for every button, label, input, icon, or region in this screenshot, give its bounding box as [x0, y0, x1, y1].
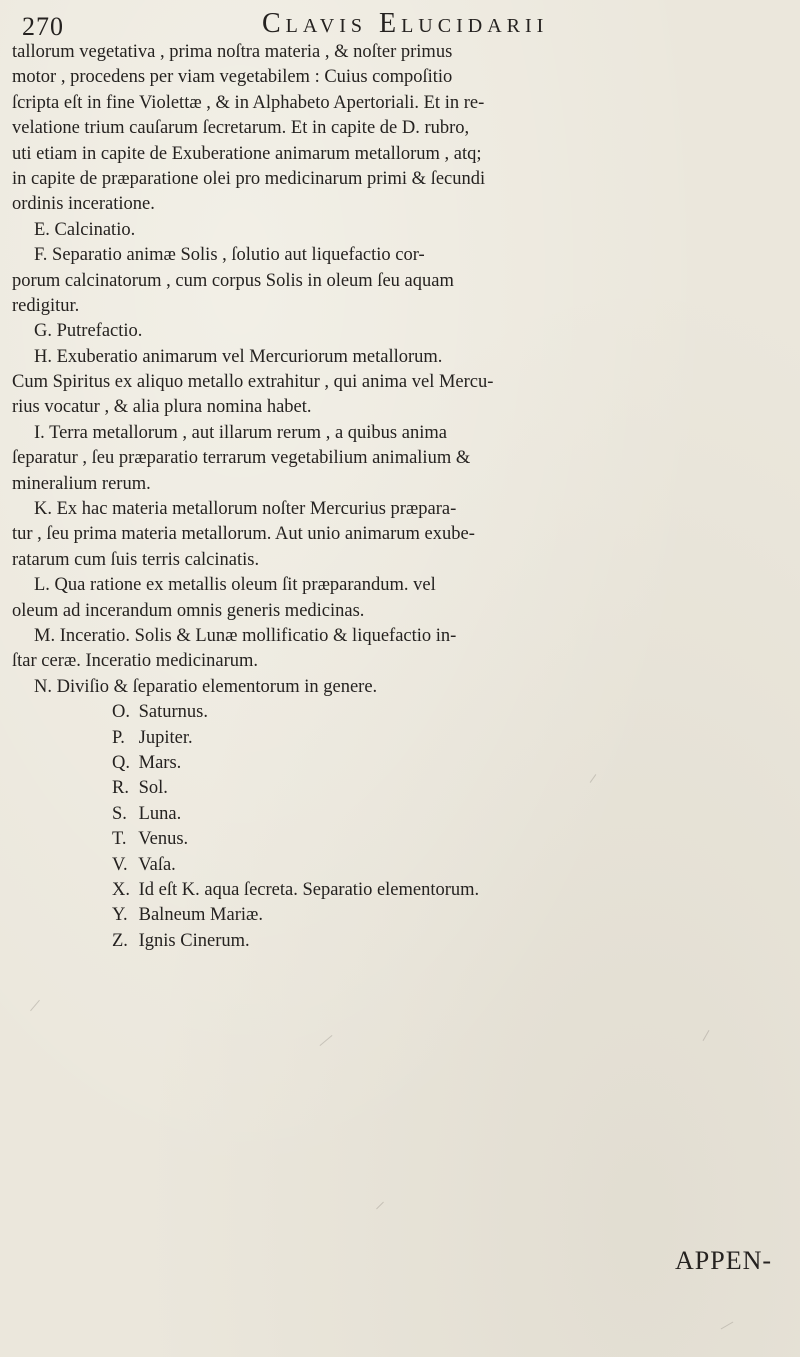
- paper-speck: [703, 1030, 710, 1041]
- list-letter: X.: [112, 879, 130, 900]
- list-text: Vaſa.: [138, 854, 176, 875]
- paper-speck: [320, 1035, 333, 1046]
- list-letter: O.: [112, 702, 130, 723]
- running-title: Clavis Elucidarii: [262, 8, 549, 39]
- text-line: uti etiam in capite de Exuberatione animarum metallorum , atq;: [12, 143, 482, 164]
- entry-f: F. Separatio animæ Solis , ſolutio aut liquefactio cor-: [34, 245, 425, 266]
- text-line: ſeparatur , ſeu præparatio terrarum vegetabilium animalium &: [12, 448, 471, 469]
- page-number: 270: [22, 12, 64, 41]
- list-letter: Z.: [112, 930, 128, 951]
- list-text: Jupiter.: [138, 727, 193, 748]
- entry-h: H. Exuberatio animarum vel Mercuriorum metallorum.: [34, 346, 443, 367]
- list-text: Venus.: [138, 829, 189, 850]
- list-text: Sol.: [138, 778, 168, 799]
- text-line: redigitur.: [12, 295, 80, 316]
- entry-m: M. Inceratio. Solis & Lunæ mollificatio & liquefactio in-: [34, 625, 457, 646]
- text-line: mineralium rerum.: [12, 473, 151, 494]
- list-item: [12, 827, 798, 852]
- list-text: Mars.: [138, 752, 182, 773]
- text-line: Cum Spiritus ex aliquo metallo extrahitur , qui anima vel Mercu-: [12, 372, 494, 393]
- list-letter: P.: [112, 727, 125, 748]
- list-item: [12, 903, 798, 928]
- list-text: Balneum Mariæ.: [138, 905, 263, 926]
- text-line: ſtar ceræ. Inceratio medicinarum.: [12, 651, 259, 672]
- list-text: Saturnus.: [138, 702, 208, 723]
- text-line: in capite de præparatione olei pro medicinarum primi & ſecundi: [12, 168, 486, 189]
- list-letter: T.: [112, 829, 127, 850]
- text-line: rius vocatur , & alia plura nomina habet.: [12, 397, 312, 418]
- list-item: [12, 751, 798, 776]
- entry-i: I. Terra metallorum , aut illarum rerum , a quibus anima: [34, 422, 447, 443]
- list-text: Ignis Cinerum.: [138, 930, 250, 951]
- list-item: [12, 726, 798, 751]
- list-letter: Q.: [112, 752, 130, 773]
- entry-g: G. Putrefactio.: [34, 321, 143, 342]
- paper-speck: [376, 1202, 384, 1210]
- list-text: Luna.: [138, 803, 182, 824]
- text-line: porum calcinatorum , cum corpus Solis in oleum ſeu aquam: [12, 270, 454, 291]
- list-item: [12, 700, 798, 725]
- list-text: Id eſt K. aqua ſecreta. Separatio elementorum.: [138, 879, 480, 900]
- list-item: [12, 776, 798, 801]
- list-letter: R.: [112, 778, 129, 799]
- list-item: [12, 929, 798, 954]
- text-line: velatione trium cauſarum ſecretarum. Et in capite de D. rubro,: [12, 118, 470, 139]
- catchword: APPEN-: [675, 1246, 773, 1275]
- list-letter: V.: [112, 854, 128, 875]
- text-line: motor , procedens per viam vegetabilem : Cuius compoſitio: [12, 67, 453, 88]
- text-line: ordinis inceratione.: [12, 194, 155, 215]
- paper-speck: [721, 1322, 734, 1330]
- list-item: [12, 878, 798, 903]
- page-header: [22, 8, 792, 42]
- entry-e: E. Calcinatio.: [34, 219, 136, 240]
- list-item: [12, 853, 798, 878]
- list-item: [12, 802, 798, 827]
- paper-speck: [30, 1000, 40, 1011]
- text-line: ratarum cum ſuis terris calcinatis.: [12, 549, 260, 570]
- entry-l: L. Qua ratione ex metallis oleum ſit præparandum. vel: [34, 575, 436, 596]
- text-line: oleum ad incerandum omnis generis medicinas.: [12, 600, 365, 621]
- text-line: ſcripta eſt in fine Violettæ , & in Alphabeto Apertoriali. Et in re-: [12, 92, 485, 113]
- entry-n: N. Diviſio & ſeparatio elementorum in genere.: [34, 676, 378, 697]
- body-text: [12, 40, 798, 954]
- entry-k: K. Ex hac materia metallorum noſter Mercurius præpara-: [34, 499, 457, 520]
- text-line: tur , ſeu prima materia metallorum. Aut unio animarum exube-: [12, 524, 475, 545]
- list-letter: S.: [112, 803, 127, 824]
- text-line: tallorum vegetativa , prima noſtra materia , & noſter primus: [12, 42, 453, 62]
- list-letter: Y.: [112, 905, 128, 926]
